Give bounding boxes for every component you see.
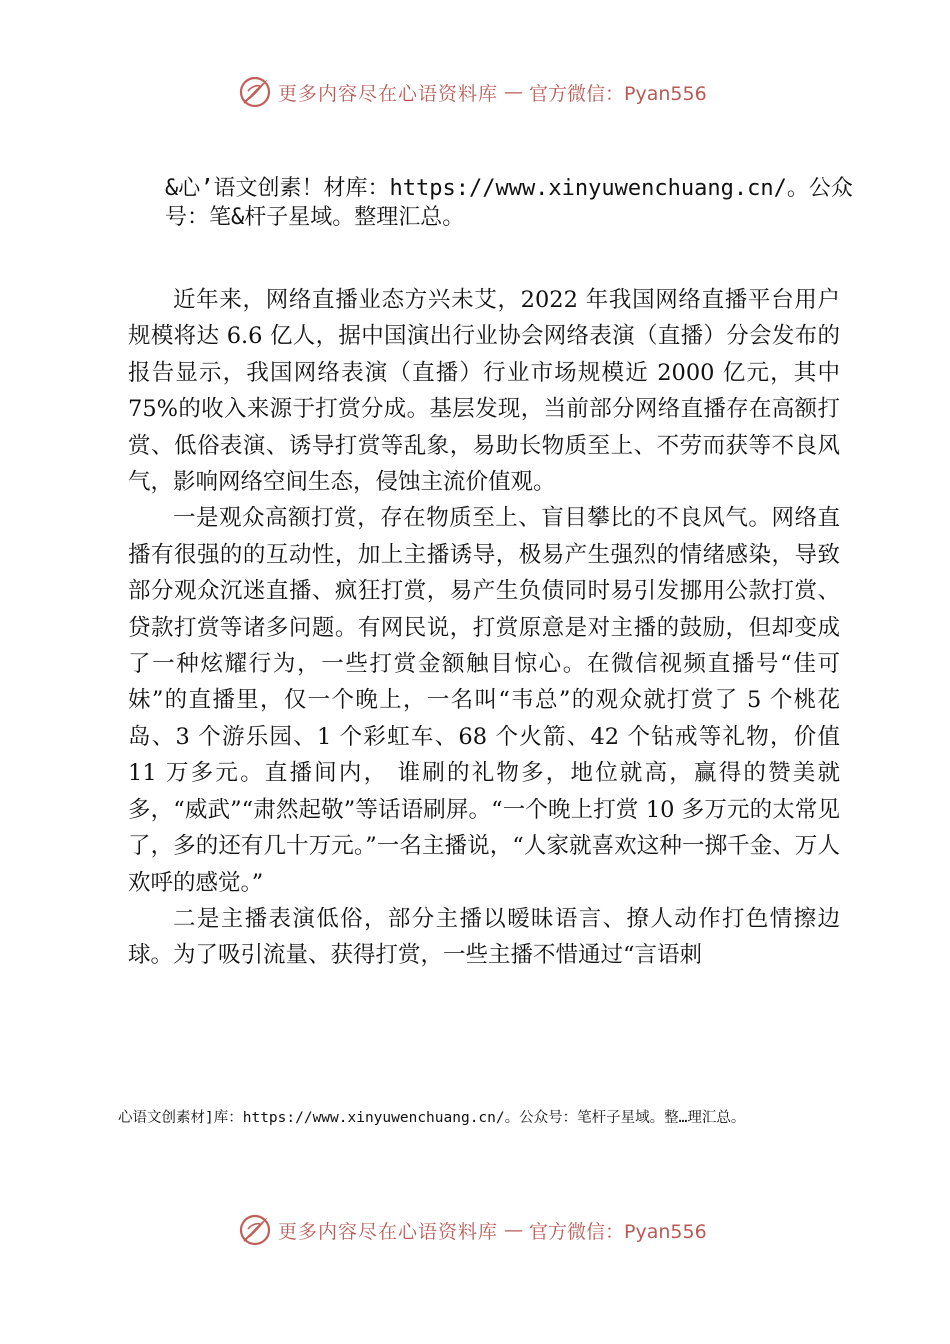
footer-source-note: 心语文创素材]库：https://www.xinyuwenchuang.cn/。公众号：笔杆子星域。整…理汇总。 xyxy=(118,1110,746,1126)
banner-separator: — xyxy=(504,1219,524,1241)
paragraph: 近年来，网络直播业态方兴未艾，2022 年我国网络直播平台用户规模将达 6.6 亿人，据中国演出行业协会网络表演（直播）分会发布的报告显示，我国网络表演（直播）行业市场规模近 2000 亿元，其中 75%的收入来源于打赏分成。基层发现，当前部分网络直播存在高额打赏、低俗表演、诱导打赏等乱象，易助长物质至上、不劳而获等不良风气，影响网络空间生态，侵蚀主流价值观。 xyxy=(128,287,840,496)
paragraph: 二是主播表演低俗，部分主播以暧昧语言、撩人动作打色情擦边球。为了吸引流量、获得打赏，一些主播不惜通过“言语刺 xyxy=(128,905,840,969)
source-note: &心’语文创素！材库：https://www.xinyuwenchuang.cn/。公众号：笔&杆子星域。整理汇总。 xyxy=(165,176,853,230)
banner-contact: 官方微信：Pyan556 xyxy=(529,82,707,105)
quill-logo-icon xyxy=(238,75,272,109)
quill-logo-icon xyxy=(238,1213,272,1247)
banner-contact: 官方微信：Pyan556 xyxy=(529,1220,707,1243)
header-banner xyxy=(238,74,707,110)
banner-title: 更多内容尽在心语资料库 xyxy=(278,1220,499,1243)
footer-banner xyxy=(238,1212,707,1248)
banner-title: 更多内容尽在心语资料库 xyxy=(278,82,499,105)
paragraph: 一是观众高额打赏，存在物质至上、盲目攀比的不良风气。网络直播有很强的的互动性，加上主播诱导，极易产生强烈的情绪感染，导致部分观众沉迷直播、疯狂打赏，易产生负债同时易引发挪用公款打赏、贷款打赏等诸多问题。有网民说，打赏原意是对主播的鼓励，但却变成了一种炫耀行为，一些打赏金额触目惊心。在微信视频直播号“佳可妹”的直播里，仅一个晚上，一名叫“韦总”的观众就打赏了 5 个桃花岛、3 个游乐园、1 个彩虹车、68 个火箭、42 个钻戒等礼物，价值 11 万多元。直播间内， 谁刷的礼物多，地位就高，赢得的赞美就多，“威武”“肃然起敬”等话语刷屏。“一个晚上打赏 10 多万元的太常见了，多的还有几十万元。”一名主播说，“人家就喜欢这种一掷千金、万人欢呼的感觉。” xyxy=(128,505,840,896)
article-body xyxy=(128,282,840,974)
banner-separator: — xyxy=(504,81,524,103)
